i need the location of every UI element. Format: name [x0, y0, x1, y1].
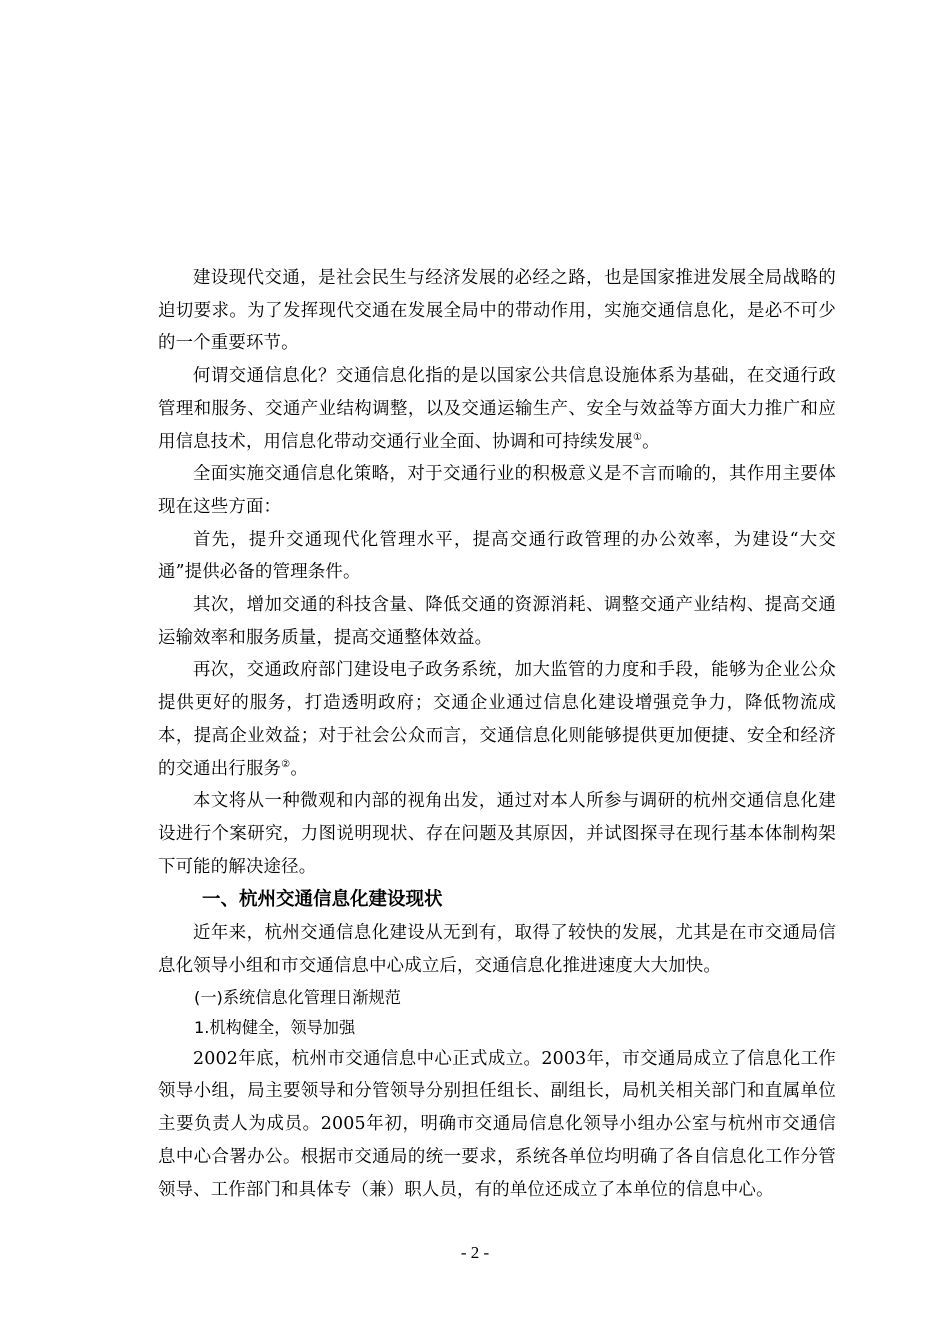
section-heading: 一、杭州交通信息化建设现状 — [202, 889, 443, 911]
significance-paragraph: 全面实施交通信息化策略，对于交通行业的积极意义是不言而喻的，其作用主要体现在这些方面： — [158, 464, 836, 517]
definition-paragraph — [158, 360, 836, 458]
subsubsection-heading: 1.机构健全，领导加强 — [194, 1017, 356, 1037]
section-paragraph: 近年来，杭州交通信息化建设从无到有，取得了较快的发展，尤其是在市交通局信息化领导小组和市交通信息中心成立后，交通信息化推进速度大大加快。 — [158, 923, 836, 977]
second-point-paragraph: 其次，增加交通的科技含量、降低交通的资源消耗、调整交通产业结构、提高交通运输效率和服务质量，提高交通整体效益。 — [158, 595, 836, 648]
footnote-marker: ① — [632, 431, 643, 443]
page-number: - 2 - — [460, 1243, 490, 1262]
third-point-text: 再次，交通政府部门建设电子政务系统，加大监管的力度和手段，能够为企业公众提供更好的服务，打造透明政府；交通企业通过信息化建设增强竞争力，降低物流成本，提高企业效益；对于社会公众而言，交通信息化则能够提供更加便捷、安全和经济的交通出行服务 — [158, 660, 836, 779]
footnote-marker: ② — [281, 758, 291, 770]
first-point-paragraph: 首先，提升交通现代化管理水平，提高交通行政管理的办公效率，为建设“大交通”提供必备的管理条件。 — [158, 529, 836, 583]
purpose-paragraph: 本文将从一种微观和内部的视角出发，通过对本人所参与调研的杭州交通信息化建设进行个案研究，力图说明现状、存在问题及其原因，并试图探寻在现行基本体制构架下可能的解决途径。 — [158, 791, 836, 877]
third-point-paragraph — [158, 654, 836, 785]
subsection-heading: (一)系统信息化管理日渐规范 — [194, 987, 401, 1007]
definition-tail: 。 — [642, 431, 660, 452]
document-body — [158, 262, 836, 1206]
definition-text: 何谓交通信息化？交通信息化指的是以国家公共信息设施体系为基础，在交通行政管理和服务、交通产业结构调整，以及交通运输生产、安全与效益等方面大力推广和应用信息技术，用信息化带动交通行业全面、协调和可持续发展 — [158, 366, 836, 452]
third-point-tail: 。 — [290, 758, 308, 779]
intro-paragraph: 建设现代交通，是社会民生与经济发展的必经之路，也是国家推进发展全局战略的迫切要求。为了发挥现代交通在发展全局中的带动作用，实施交通信息化，是必不可少的一个重要环节。 — [158, 268, 836, 354]
subsubsection-paragraph: 2002年底，杭州市交通信息中心正式成立。2003年，市交通局成立了信息化工作领导小组，局主要领导和分管领导分别担任组长、副组长，局机关相关部门和直属单位主要负责人为成员。2005年初，明确市交通局信息化领导小组办公室与杭州市交通信息中心合署办公。根据市交通局的统一要求，系统各单位均明确了各自信息化工作分管领导、工作部门和具体专（兼）职人员，有的单位还成立了本单位的信息中心。 — [158, 1048, 836, 1200]
